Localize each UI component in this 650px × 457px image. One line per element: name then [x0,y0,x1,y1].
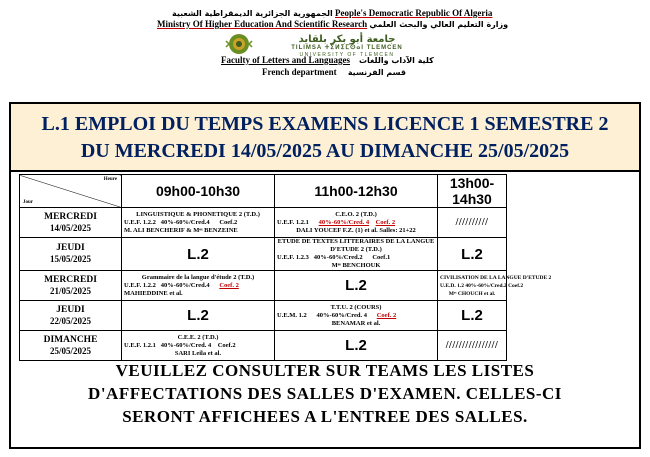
level-cell: L.2 [438,238,507,271]
title-line-2: DU MERCREDI 14/05/2025 AU DIMANCHE 25/05/2025 [80,140,570,162]
exam-teacher: MAHIEDDINE et al. [124,289,183,297]
exam-teacher: M. ALI BENCHERIF & Mᵉˢ BENZEINE [124,226,238,234]
department-english: French department [262,67,337,77]
slot-header-2: 11h00-12h30 [275,175,438,208]
university-wordmark [256,34,438,56]
university-name-arabic: جامعة أبو بكر بلقايد [298,34,396,45]
level-cell: L.2 [122,301,275,331]
exam-cell [275,301,438,331]
notice-text [11,359,639,428]
exam-title: C.E.O. 2 (T.D.) [335,210,377,218]
day-name: MERCREDI [44,211,97,222]
exam-cell [122,271,275,301]
day-date: 25/05/2025 [49,345,91,356]
exam-unit-line: U.E.F. 1.2.2 40%-60%/Cred.4 Coef.2 [124,218,238,226]
exam-cell [122,208,275,238]
title-line-1: L.1 EMPLOI DU TEMPS EXAMENS LICENCE 1 SEMESTRE 2 [41,113,609,135]
day-cell [20,208,122,238]
exam-cell [275,238,438,271]
exam-unit-line: U.E.D. 1.2 40%-60%/Cred.2 Coef.2 [440,282,524,289]
day-name: MERCREDI [44,274,97,285]
exam-teacher: DALI YOUCEF F.Z. (1) et al. Salles: 21+22 [296,226,416,234]
day-date: 22/05/2025 [49,315,91,326]
document-header [0,0,650,100]
department-arabic: قسم الفرنسية [347,68,407,77]
exam-title: LINGUISTIQUE & PHONETIQUE 2 (T.D.) [136,210,260,218]
exam-unit-line: U.E.F. 1.2.1 40%-60%/Cred. 4 Coef. 2 [277,218,396,226]
exam-unit-line: U.E.M. 1.2 40%-60%/Cred. 4 Coef. 2 [277,311,397,319]
slot-header-3: 13h00-14h30 [438,175,507,208]
corner-jour: Jour [23,200,33,205]
level-cell: L.2 [438,301,507,331]
exam-teacher: SARI Leila et al. [174,349,222,357]
exam-title: C.E.E. 2 (T.D.) [177,333,219,341]
corner-heure: Heure [103,177,117,182]
level-cell: L.2 [122,238,275,271]
day-date: 21/05/2025 [49,285,91,296]
empty-slot: //////////////// [438,331,507,361]
exam-title: ETUDE DE TEXTES LITTERAIRES DE LA LANGUE D'ETUDE 2 (T.D.) [277,238,435,253]
table-row [20,331,507,361]
exam-title: Grammaire de la langue d'étude 2 (T.D.) [141,273,255,281]
level-cell: L.2 [275,331,438,361]
table-row [20,301,507,331]
exam-unit-line: U.E.F. 1.2.2 40%-60%/Cred.4 Coef. 2 [124,281,239,289]
exam-cell [438,271,552,301]
exam-cell [122,331,275,361]
exam-teacher: BENAMAR et al. [331,319,381,327]
faculty-english: Faculty of Letters and Languages [221,55,350,65]
exam-teacher: Mᵉˢ BENCHOUK [331,262,381,269]
university-name-english: UNIVERSITY OF TLEMCEN [299,52,395,58]
exam-unit-line: U.E.F. 1.2.3 40%-60%/Cred.2 Coef.1 [277,254,391,261]
country-line [172,8,492,19]
title-box [11,104,639,172]
ministry-english: Ministry Of Higher Education And Scientific Research [157,19,368,29]
exam-title: CIVILISATION DE LA LANGUE D'ETUDE 2 [440,274,552,281]
corner-cell [20,175,122,208]
university-logo [226,32,438,56]
ministry-line [157,19,508,30]
day-cell [20,271,122,301]
day-date: 14/05/2025 [49,222,91,233]
notice-line-1: VEUILLEZ CONSULTER SUR TEAMS LES LISTES [115,361,535,380]
exam-unit-line: U.E.F. 1.2.1 40%-60%/Cred. 4 Coef.2 [124,341,236,349]
day-cell [20,331,122,361]
ministry-arabic: وزارة التعليم العالي والبحث العلمي [369,20,509,29]
empty-slot: ////////// [438,208,507,238]
notice-line-3: SERONT AFFICHEES A L'ENTREE DES SALLES. [122,407,528,426]
day-date: 15/05/2025 [49,254,91,264]
level-cell: L.2 [275,271,438,301]
table-header-row [20,175,507,208]
department-line [262,67,406,78]
exam-title: T.T.U. 2 (COURS) [330,303,382,311]
day-name: JEUDI [56,243,85,253]
faculty-line [221,55,434,66]
table-row [20,238,507,271]
day-cell [20,301,122,331]
day-name: JEUDI [56,304,85,315]
faculty-arabic: كلية الآداب واللغات [359,56,434,65]
day-name: DIMANCHE [43,334,98,345]
exam-teacher: Mᵉˢ CHOUCH et al. [448,290,496,297]
day-cell [20,238,122,271]
schedule-frame [9,102,641,449]
table-row [20,271,507,301]
exam-cell [275,208,438,238]
university-emblem-icon [226,32,252,56]
notice-line-2: D'AFFECTATIONS DES SALLES D'EXAMEN. CELLES-CI [88,384,562,403]
schedule-table [19,174,552,361]
country-english: People's Democratic Republic Of Algeria [334,8,493,18]
university-name-local: TILIMSA ⵜⵉⵍⵉⵎⵙⴰⵏ TLEMCEN [291,45,403,51]
country-arabic: الجمهورية الجزائرية الديمقراطية الشعبية [172,9,333,18]
slot-header-1: 09h00-10h30 [122,175,275,208]
table-row [20,208,507,238]
schedule-table-wrap [11,174,639,361]
